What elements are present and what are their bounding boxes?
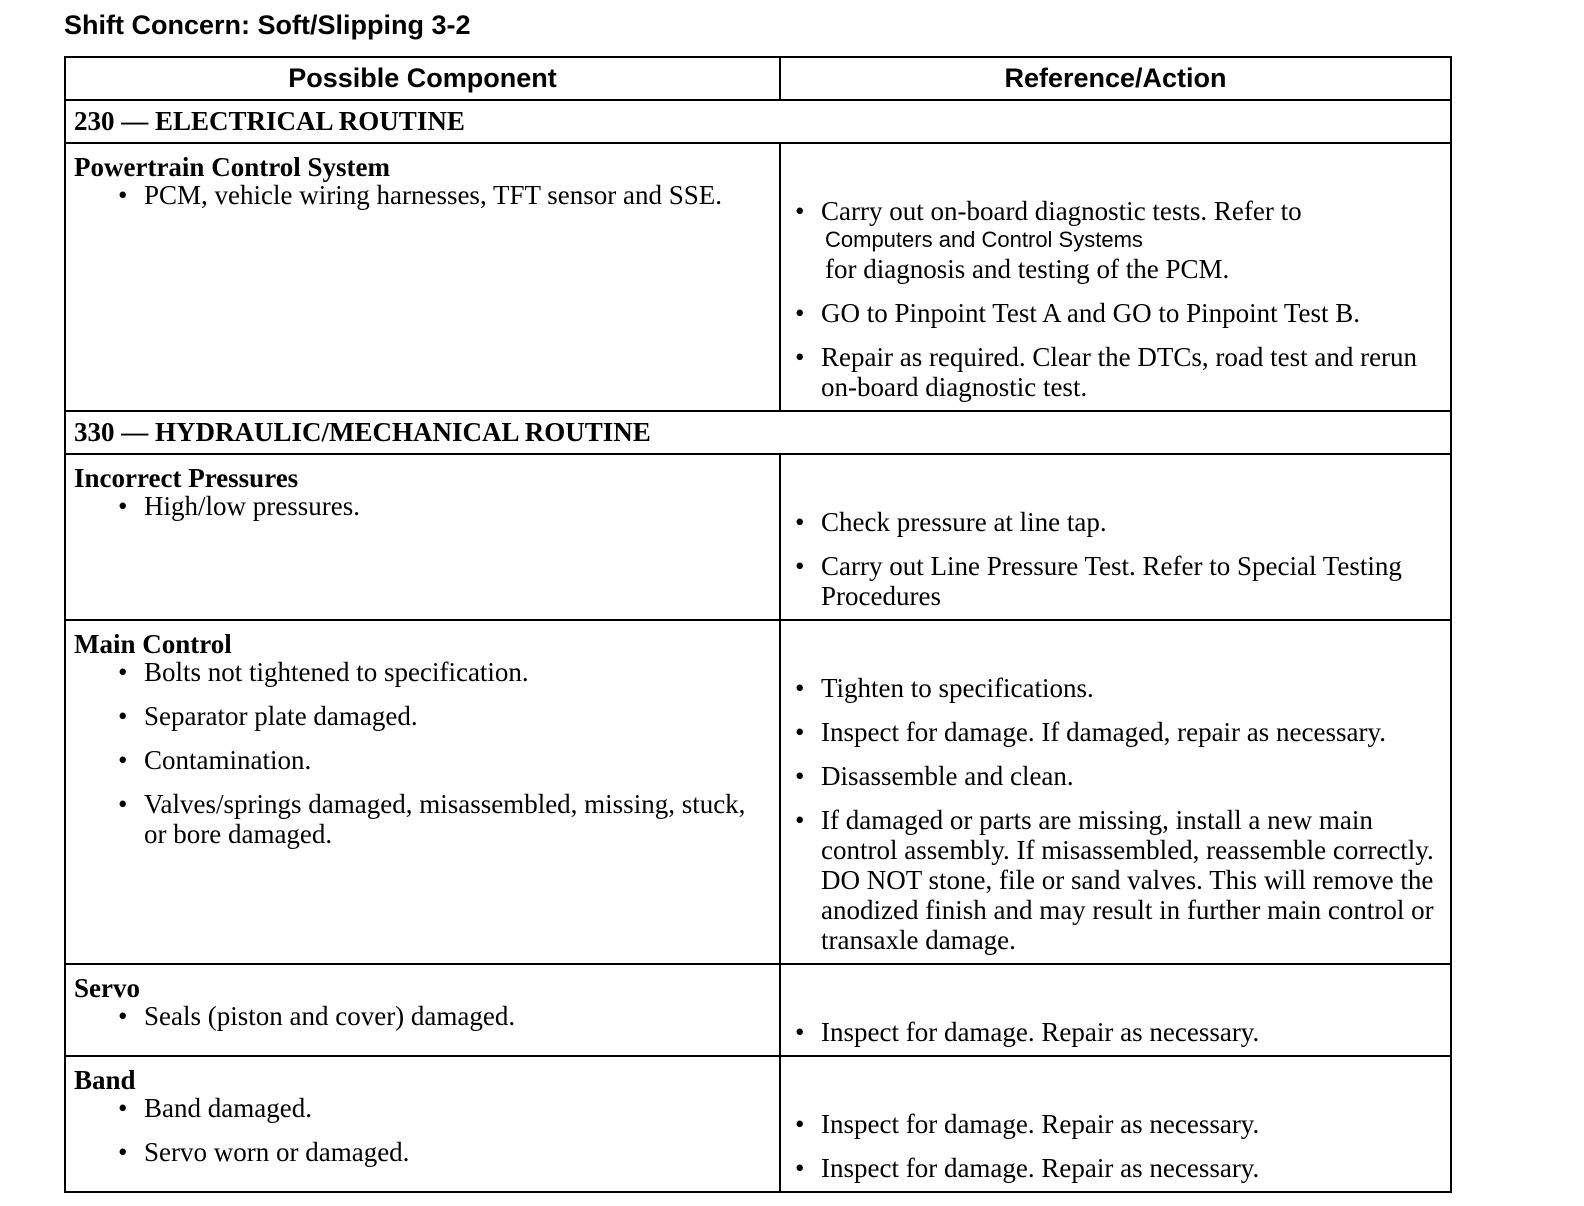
component-title: Servo bbox=[74, 973, 140, 1003]
table-row bbox=[65, 1056, 1451, 1192]
action-list bbox=[781, 965, 1450, 1047]
table-row bbox=[65, 143, 1451, 411]
bullet-icon: • bbox=[118, 1137, 128, 1167]
component-cell bbox=[65, 964, 780, 1056]
bullet-icon: • bbox=[118, 745, 128, 775]
bullet-icon: • bbox=[118, 657, 128, 687]
list-item: • Separator plate damaged. bbox=[118, 701, 418, 731]
list-item: • Inspect for damage. If damaged, repair as necessary. bbox=[795, 717, 1386, 747]
bullet-icon: • bbox=[795, 1017, 805, 1047]
component-list bbox=[66, 1093, 779, 1167]
action-cell bbox=[780, 1056, 1451, 1192]
list-item: • Inspect for damage. Repair as necessary. bbox=[795, 1017, 1260, 1047]
list-item: • Inspect for damage. Repair as necessary. bbox=[795, 1109, 1260, 1139]
action-list bbox=[781, 144, 1450, 402]
bullet-icon: • bbox=[118, 1001, 128, 1031]
list-item: • PCM, vehicle wiring harnesses, TFT sensor and SSE. bbox=[118, 180, 722, 210]
list-item: • GO to Pinpoint Test A and GO to Pinpoint Test B. bbox=[795, 298, 1361, 328]
bullet-icon: • bbox=[118, 701, 128, 731]
component-title: Band bbox=[74, 1065, 136, 1095]
header-reference-action: Reference/Action bbox=[780, 57, 1451, 100]
list-item: • Seals (piston and cover) damaged. bbox=[118, 1001, 516, 1031]
component-list bbox=[66, 180, 779, 210]
section-hydraulic-mechanical-routine bbox=[65, 411, 1451, 454]
table-row bbox=[65, 620, 1451, 964]
list-item: • Servo worn or damaged. bbox=[118, 1137, 410, 1167]
bullet-icon: • bbox=[795, 1153, 805, 1183]
component-list bbox=[66, 491, 779, 521]
action-cell bbox=[780, 143, 1451, 411]
list-item: • Valves/springs damaged, misassembled, missing, stuck, or bore damaged. bbox=[118, 789, 746, 849]
bullet-icon: • bbox=[118, 1093, 128, 1123]
component-cell bbox=[65, 1056, 780, 1192]
list-item: • Check pressure at line tap. bbox=[795, 507, 1107, 537]
page-title: Shift Concern: Soft/Slipping 3-2 bbox=[64, 10, 471, 40]
action-cell bbox=[780, 964, 1451, 1056]
bullet-icon: • bbox=[118, 180, 128, 210]
list-item: • Tighten to specifications. bbox=[795, 673, 1094, 703]
component-list bbox=[66, 1001, 779, 1031]
bullet-icon: • bbox=[795, 342, 805, 372]
action-list bbox=[781, 1057, 1450, 1183]
section-electrical-routine bbox=[65, 100, 1451, 143]
header-possible-component: Possible Component bbox=[65, 57, 780, 100]
bullet-icon: • bbox=[795, 805, 805, 835]
component-title: Main Control bbox=[74, 629, 232, 659]
bullet-icon: • bbox=[795, 551, 805, 581]
component-title: Powertrain Control System bbox=[74, 152, 390, 182]
component-cell bbox=[65, 143, 780, 411]
action-list bbox=[781, 621, 1450, 955]
list-item: • Repair as required. Clear the DTCs, road test and rerun on-board diagnostic test. bbox=[795, 342, 1418, 402]
action-cell bbox=[780, 454, 1451, 620]
bullet-icon: • bbox=[795, 673, 805, 703]
section-title: 330 — HYDRAULIC/MECHANICAL ROUTINE bbox=[65, 411, 1451, 454]
bullet-icon: • bbox=[795, 761, 805, 791]
bullet-icon: • bbox=[795, 717, 805, 747]
component-title: Incorrect Pressures bbox=[74, 463, 299, 493]
table-row bbox=[65, 454, 1451, 620]
bullet-icon: • bbox=[795, 507, 805, 537]
header-row bbox=[65, 57, 1451, 100]
bullet-icon: • bbox=[118, 491, 128, 521]
bullet-icon: • bbox=[795, 196, 805, 226]
bullet-icon: • bbox=[795, 298, 805, 328]
component-cell bbox=[65, 454, 780, 620]
bullet-icon: • bbox=[795, 1109, 805, 1139]
list-item: • If damaged or parts are missing, install a new main control assembly. If misassembled, reassemble correctly. DO NOT stone, file or sand valves. This will remove the anodized finish and may result in further main control or transaxle damage. bbox=[795, 805, 1434, 955]
list-item: • Contamination. bbox=[118, 745, 312, 775]
list-item: • Carry out Line Pressure Test. Refer to Special Testing Procedures bbox=[795, 551, 1402, 611]
table-row bbox=[65, 964, 1451, 1056]
list-item: • Carry out on-board diagnostic tests. Refer to Computers and Control Systems for diagnosis and testing of the PCM. bbox=[795, 196, 1442, 284]
list-item: • High/low pressures. bbox=[118, 491, 360, 521]
component-list bbox=[66, 657, 779, 849]
diagnostic-table bbox=[64, 56, 1452, 1193]
list-item: • Disassemble and clean. bbox=[795, 761, 1074, 791]
section-title: 230 — ELECTRICAL ROUTINE bbox=[65, 100, 1451, 143]
component-cell bbox=[65, 620, 780, 964]
reference-link[interactable]: Computers and Control Systems bbox=[825, 227, 1143, 252]
list-item: • Bolts not tightened to specification. bbox=[118, 657, 529, 687]
list-item: • Inspect for damage. Repair as necessary. bbox=[795, 1153, 1260, 1183]
action-cell bbox=[780, 620, 1451, 964]
action-list bbox=[781, 455, 1450, 611]
bullet-icon: • bbox=[118, 789, 128, 819]
list-item: • Band damaged. bbox=[118, 1093, 312, 1123]
